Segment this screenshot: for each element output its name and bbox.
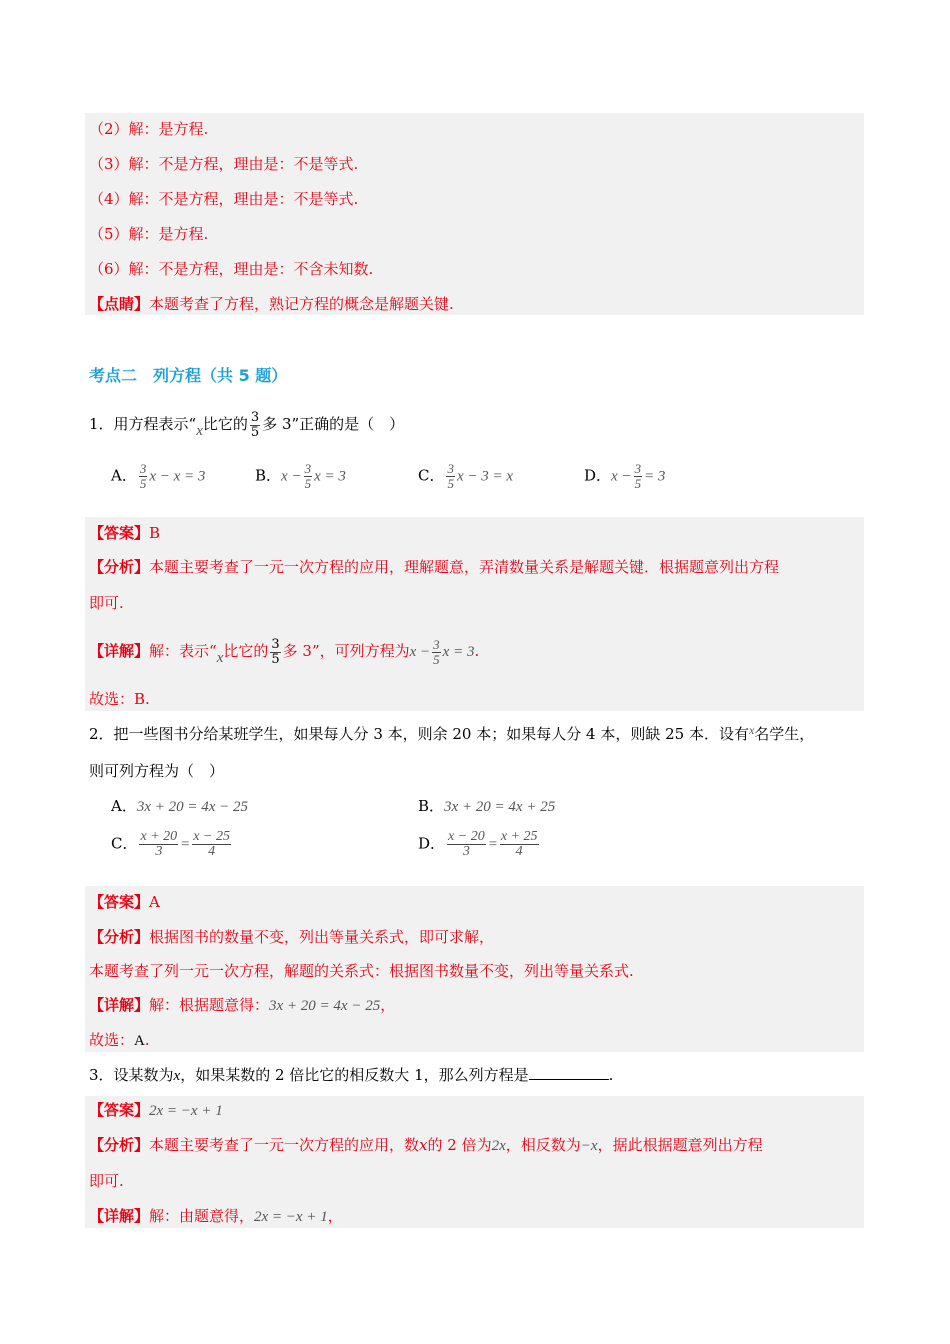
q2-analysis-cont: 本题考查了列一元一次方程，解题的关系式：根据图书数量不变，列出等量关系式. (89, 962, 634, 980)
q2-stem-line2: 则可列方程为（ ） (89, 762, 225, 780)
q3-stem: 3．设某数为x，如果某数的 2 倍比它的相反数大 1，那么列方程是 . (89, 1066, 614, 1084)
q1-option-d[interactable]: D．x − $\frac{3}{5}$ = 3 (584, 461, 666, 491)
answer-block-1 (85, 113, 864, 315)
q3-analysis: 【分析】本题主要考查了一元一次方程的应用，数x的 2 倍为2x，相反数为−x，据此根据题意列出方程 (89, 1136, 763, 1154)
tip-label: 【点睛】 (89, 295, 150, 313)
q3-analysis-cont: 即可. (89, 1172, 124, 1190)
q1-stem (89, 410, 404, 440)
q3-answer: 【答案】2x = −x + 1 (89, 1101, 223, 1119)
q1-stem-suffix: 多 3”正确的是（ ） (262, 415, 405, 433)
q1-stem-prefix: 1．用方程表示“ (89, 415, 197, 433)
q3-detail: 【详解】解：由题意得，2x = −x + 1， (89, 1207, 343, 1225)
answer-block-q1 (85, 517, 864, 711)
section-title: 考点二 列方程（共 5 题） (89, 366, 288, 385)
q2-option-c[interactable]: C． $\frac{x + 20}{3}$ = $\frac{x - 25}{4}$ (111, 829, 230, 859)
q2-option-a[interactable]: A．3x + 20 = 4x − 25 (111, 797, 249, 815)
q1-option-a[interactable]: A． $\frac{3}{5}$ x − x = 3 (111, 461, 206, 491)
q2-analysis: 【分析】根据图书的数量不变，列出等量关系式，即可求解， (89, 928, 495, 946)
q2-option-d[interactable]: D． $\frac{x - 20}{3}$ = $\frac{x + 25}{4}$ (418, 829, 538, 859)
q2-choose: 故选：A. (89, 1031, 150, 1049)
answer-line-6: （6）解：不是方程，理由是：不含未知数. (89, 260, 374, 278)
q2-detail: 【详解】解：根据题意得：3x + 20 = 4x − 25， (89, 996, 396, 1014)
q3-answer-blank[interactable] (529, 1065, 609, 1080)
q1-answer: 【答案】B (89, 524, 161, 542)
q2-option-b[interactable]: B．3x + 20 = 4x + 25 (418, 797, 556, 815)
answer-line-3: （3）解：不是方程，理由是：不是等式. (89, 155, 359, 173)
tip-text: 本题考查了方程，熟记方程的概念是解题关键. (149, 295, 454, 313)
q1-fraction: $\frac{3}{5}$ (250, 409, 260, 440)
answer-line-5: （5）解：是方程. (89, 225, 209, 243)
answer-line-2: （2）解：是方程. (89, 120, 209, 138)
q1-option-c[interactable]: C． $\frac{3}{5}$ x − 3 = x (418, 461, 514, 491)
answer-line-4: （4）解：不是方程，理由是：不是等式. (89, 190, 359, 208)
q1-stem-mid: 比它的 (202, 415, 248, 433)
q1-analysis-cont: 即可. (89, 594, 124, 612)
q2-stem-line1: 2．把一些图书分给某班学生，如果每人分 3 本，则余 20 本；如果每人分 4 本，则缺 25 本．设有$^x$名学生， (89, 723, 815, 743)
q2-answer: 【答案】A (89, 893, 160, 911)
q1-analysis: 【分析】本题主要考查了一元一次方程的应用，理解题意，弄清数量关系是解题关键．根据题意列出方程 (89, 558, 780, 576)
tip-line (89, 293, 454, 315)
q1-choose: 故选：B. (89, 690, 150, 708)
q1-var: x (196, 423, 203, 439)
q1-detail: 【详解】解：表示“x比它的 $\frac{3}{5}$ 多 3”，可列方程为x − $\frac{3}{5}$ x = 3. (89, 636, 480, 667)
q1-option-b[interactable]: B．x − $\frac{3}{5}$ x = 3 (255, 461, 346, 491)
